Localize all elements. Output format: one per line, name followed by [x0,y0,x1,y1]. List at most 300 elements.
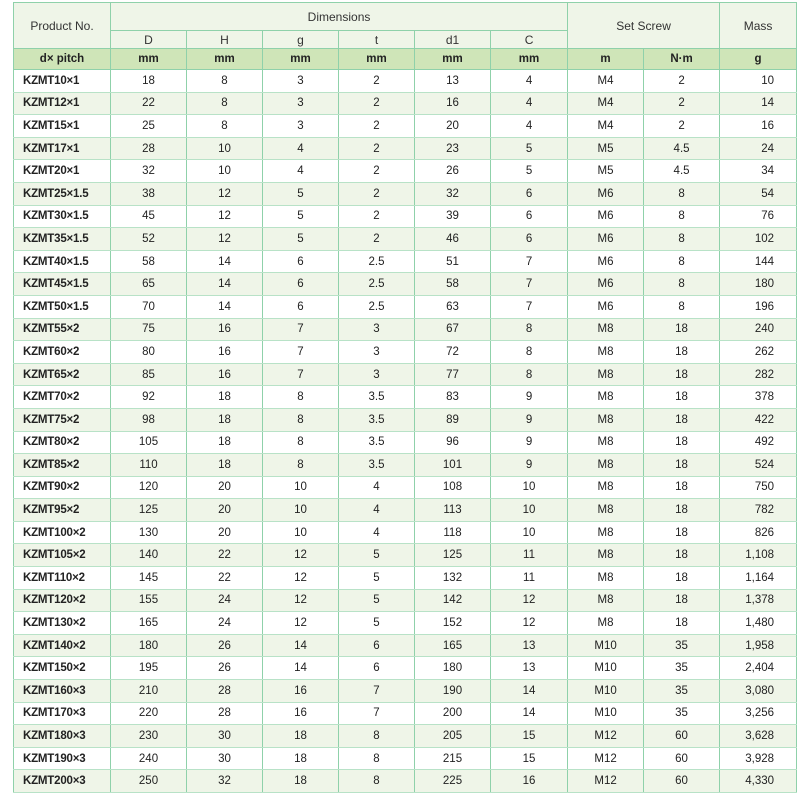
cell-d1: 200 [415,702,491,725]
header-product-no: Product No. [14,3,111,49]
cell-product: KZMT70×2 [14,386,111,409]
cell-mass: 1,378 [720,589,797,612]
cell-torque: 18 [644,567,720,590]
cell-torque: 8 [644,273,720,296]
cell-product: KZMT30×1.5 [14,205,111,228]
cell-H: 10 [187,137,263,160]
cell-product: KZMT12×1 [14,92,111,115]
cell-screw-size: M8 [568,454,644,477]
cell-H: 12 [187,228,263,251]
table-row [14,70,797,93]
cell-C: 11 [491,544,568,567]
cell-mass: 4,330 [720,770,797,793]
cell-screw-size: M4 [568,92,644,115]
table-row [14,318,797,341]
unit-g: mm [263,49,339,70]
cell-H: 28 [187,702,263,725]
cell-D: 98 [111,408,187,431]
cell-D: 180 [111,634,187,657]
cell-screw-size: M6 [568,205,644,228]
cell-H: 14 [187,250,263,273]
cell-t: 3.5 [339,454,415,477]
cell-D: 195 [111,657,187,680]
cell-D: 32 [111,160,187,183]
cell-t: 7 [339,680,415,703]
cell-product: KZMT65×2 [14,363,111,386]
cell-g: 4 [263,160,339,183]
cell-H: 8 [187,115,263,138]
unit-C: mm [491,49,568,70]
cell-D: 58 [111,250,187,273]
cell-mass: 180 [720,273,797,296]
cell-product: KZMT140×2 [14,634,111,657]
cell-H: 16 [187,363,263,386]
cell-screw-size: M6 [568,273,644,296]
table-row [14,363,797,386]
cell-d1: 77 [415,363,491,386]
header-H: H [187,31,263,49]
cell-t: 8 [339,770,415,793]
cell-d1: 51 [415,250,491,273]
cell-g: 5 [263,205,339,228]
cell-g: 14 [263,634,339,657]
cell-C: 9 [491,386,568,409]
cell-t: 2 [339,160,415,183]
cell-torque: 4.5 [644,137,720,160]
table-body [14,70,797,793]
cell-torque: 35 [644,702,720,725]
cell-torque: 18 [644,544,720,567]
table-row [14,408,797,431]
cell-C: 8 [491,363,568,386]
cell-C: 9 [491,408,568,431]
cell-t: 3.5 [339,431,415,454]
cell-g: 10 [263,476,339,499]
cell-product: KZMT25×1.5 [14,182,111,205]
unit-mass: g [720,49,797,70]
cell-H: 20 [187,521,263,544]
cell-D: 85 [111,363,187,386]
cell-product: KZMT90×2 [14,476,111,499]
cell-D: 28 [111,137,187,160]
cell-screw-size: M6 [568,182,644,205]
cell-mass: 262 [720,341,797,364]
cell-product: KZMT75×2 [14,408,111,431]
cell-torque: 35 [644,680,720,703]
cell-d1: 13 [415,70,491,93]
cell-screw-size: M6 [568,228,644,251]
cell-product: KZMT45×1.5 [14,273,111,296]
cell-screw-size: M6 [568,295,644,318]
cell-H: 18 [187,431,263,454]
cell-C: 4 [491,92,568,115]
cell-t: 5 [339,612,415,635]
cell-C: 8 [491,341,568,364]
cell-t: 2.5 [339,250,415,273]
cell-torque: 18 [644,589,720,612]
cell-D: 165 [111,612,187,635]
cell-D: 125 [111,499,187,522]
cell-g: 3 [263,70,339,93]
cell-screw-size: M5 [568,137,644,160]
cell-product: KZMT105×2 [14,544,111,567]
cell-H: 16 [187,318,263,341]
cell-d1: 96 [415,431,491,454]
cell-H: 14 [187,295,263,318]
cell-torque: 60 [644,725,720,748]
cell-d1: 101 [415,454,491,477]
cell-g: 18 [263,725,339,748]
cell-product: KZMT130×2 [14,612,111,635]
cell-mass: 240 [720,318,797,341]
cell-t: 3.5 [339,408,415,431]
cell-screw-size: M12 [568,747,644,770]
cell-H: 8 [187,92,263,115]
cell-d1: 180 [415,657,491,680]
cell-t: 8 [339,725,415,748]
cell-D: 52 [111,228,187,251]
table-row [14,521,797,544]
cell-t: 2 [339,137,415,160]
cell-C: 9 [491,431,568,454]
cell-D: 110 [111,454,187,477]
cell-D: 230 [111,725,187,748]
cell-C: 13 [491,634,568,657]
header-C: C [491,31,568,49]
cell-C: 16 [491,770,568,793]
cell-H: 18 [187,408,263,431]
cell-H: 28 [187,680,263,703]
cell-screw-size: M5 [568,160,644,183]
cell-t: 3 [339,318,415,341]
cell-D: 240 [111,747,187,770]
cell-g: 12 [263,544,339,567]
cell-D: 80 [111,341,187,364]
cell-C: 9 [491,454,568,477]
cell-g: 10 [263,521,339,544]
header-g: g [263,31,339,49]
cell-t: 2 [339,205,415,228]
cell-g: 8 [263,408,339,431]
cell-d1: 23 [415,137,491,160]
cell-screw-size: M8 [568,499,644,522]
table-row [14,182,797,205]
cell-D: 45 [111,205,187,228]
table-row [14,160,797,183]
cell-C: 13 [491,657,568,680]
cell-d1: 132 [415,567,491,590]
cell-d1: 39 [415,205,491,228]
cell-d1: 72 [415,341,491,364]
unit-D: mm [111,49,187,70]
cell-product: KZMT160×3 [14,680,111,703]
cell-torque: 60 [644,747,720,770]
cell-torque: 8 [644,250,720,273]
header-set-screw: Set Screw [568,3,720,49]
cell-product: KZMT10×1 [14,70,111,93]
cell-torque: 18 [644,521,720,544]
cell-C: 5 [491,137,568,160]
table-row [14,770,797,793]
cell-d1: 58 [415,273,491,296]
cell-mass: 282 [720,363,797,386]
cell-g: 7 [263,363,339,386]
cell-g: 3 [263,92,339,115]
table-row [14,657,797,680]
table-row [14,612,797,635]
unit-d1: mm [415,49,491,70]
cell-d1: 67 [415,318,491,341]
cell-H: 16 [187,341,263,364]
cell-t: 3 [339,341,415,364]
cell-screw-size: M10 [568,702,644,725]
cell-d1: 46 [415,228,491,251]
unit-screw-size: m [568,49,644,70]
cell-D: 25 [111,115,187,138]
cell-mass: 524 [720,454,797,477]
cell-product: KZMT190×3 [14,747,111,770]
cell-D: 22 [111,92,187,115]
cell-mass: 782 [720,499,797,522]
cell-t: 5 [339,544,415,567]
cell-mass: 1,958 [720,634,797,657]
cell-d1: 142 [415,589,491,612]
cell-C: 11 [491,567,568,590]
cell-g: 8 [263,431,339,454]
cell-screw-size: M8 [568,363,644,386]
table-row [14,634,797,657]
cell-mass: 422 [720,408,797,431]
cell-g: 3 [263,115,339,138]
cell-d1: 190 [415,680,491,703]
cell-g: 5 [263,182,339,205]
cell-D: 18 [111,70,187,93]
cell-C: 6 [491,182,568,205]
cell-C: 7 [491,295,568,318]
cell-torque: 18 [644,318,720,341]
table-row [14,702,797,725]
cell-mass: 34 [720,160,797,183]
cell-product: KZMT110×2 [14,567,111,590]
cell-torque: 8 [644,228,720,251]
cell-H: 20 [187,476,263,499]
spec-table [13,2,797,793]
cell-t: 2 [339,228,415,251]
cell-mass: 3,080 [720,680,797,703]
cell-t: 6 [339,657,415,680]
cell-screw-size: M4 [568,115,644,138]
cell-d1: 225 [415,770,491,793]
cell-t: 4 [339,521,415,544]
cell-d1: 16 [415,92,491,115]
cell-screw-size: M8 [568,589,644,612]
cell-screw-size: M8 [568,431,644,454]
cell-mass: 54 [720,182,797,205]
table-row [14,228,797,251]
cell-torque: 2 [644,92,720,115]
cell-D: 120 [111,476,187,499]
cell-mass: 24 [720,137,797,160]
cell-t: 2 [339,115,415,138]
cell-t: 2 [339,70,415,93]
cell-torque: 18 [644,476,720,499]
table-row [14,250,797,273]
cell-t: 5 [339,567,415,590]
cell-mass: 1,480 [720,612,797,635]
cell-H: 10 [187,160,263,183]
cell-screw-size: M12 [568,725,644,748]
cell-t: 2.5 [339,273,415,296]
cell-product: KZMT60×2 [14,341,111,364]
cell-torque: 18 [644,341,720,364]
cell-d1: 63 [415,295,491,318]
cell-mass: 196 [720,295,797,318]
cell-D: 220 [111,702,187,725]
cell-g: 16 [263,680,339,703]
cell-torque: 8 [644,205,720,228]
cell-C: 14 [491,702,568,725]
cell-screw-size: M8 [568,544,644,567]
cell-g: 12 [263,567,339,590]
cell-product: KZMT40×1.5 [14,250,111,273]
cell-d1: 205 [415,725,491,748]
cell-t: 5 [339,589,415,612]
cell-screw-size: M4 [568,70,644,93]
header-D: D [111,31,187,49]
table-row [14,680,797,703]
cell-g: 8 [263,386,339,409]
cell-torque: 18 [644,386,720,409]
cell-mass: 3,928 [720,747,797,770]
cell-H: 26 [187,657,263,680]
cell-product: KZMT200×3 [14,770,111,793]
cell-mass: 826 [720,521,797,544]
unit-product: d× pitch [14,49,111,70]
table-row [14,725,797,748]
cell-C: 7 [491,273,568,296]
cell-product: KZMT55×2 [14,318,111,341]
cell-C: 6 [491,228,568,251]
cell-product: KZMT17×1 [14,137,111,160]
cell-torque: 18 [644,363,720,386]
cell-torque: 18 [644,454,720,477]
cell-H: 24 [187,612,263,635]
cell-d1: 89 [415,408,491,431]
cell-torque: 18 [644,612,720,635]
cell-screw-size: M8 [568,386,644,409]
cell-C: 12 [491,612,568,635]
cell-screw-size: M12 [568,770,644,793]
cell-product: KZMT15×1 [14,115,111,138]
cell-g: 12 [263,589,339,612]
cell-torque: 35 [644,634,720,657]
cell-g: 6 [263,273,339,296]
cell-g: 8 [263,454,339,477]
cell-mass: 10 [720,70,797,93]
table-row [14,454,797,477]
cell-product: KZMT150×2 [14,657,111,680]
cell-screw-size: M10 [568,657,644,680]
cell-D: 65 [111,273,187,296]
cell-t: 3 [339,363,415,386]
cell-C: 15 [491,725,568,748]
table-row [14,747,797,770]
cell-screw-size: M8 [568,341,644,364]
cell-product: KZMT170×3 [14,702,111,725]
cell-D: 155 [111,589,187,612]
cell-t: 3.5 [339,386,415,409]
table-row [14,137,797,160]
cell-product: KZMT100×2 [14,521,111,544]
cell-C: 8 [491,318,568,341]
cell-product: KZMT50×1.5 [14,295,111,318]
cell-t: 7 [339,702,415,725]
cell-g: 5 [263,228,339,251]
cell-d1: 108 [415,476,491,499]
table-row [14,476,797,499]
cell-mass: 3,628 [720,725,797,748]
cell-mass: 492 [720,431,797,454]
cell-mass: 144 [720,250,797,273]
cell-C: 5 [491,160,568,183]
cell-torque: 35 [644,657,720,680]
table-row [14,544,797,567]
cell-C: 14 [491,680,568,703]
cell-g: 18 [263,747,339,770]
cell-screw-size: M10 [568,634,644,657]
cell-screw-size: M8 [568,521,644,544]
table-row [14,431,797,454]
cell-g: 7 [263,318,339,341]
cell-H: 12 [187,205,263,228]
cell-H: 22 [187,544,263,567]
cell-g: 6 [263,250,339,273]
header-mass: Mass [720,3,797,49]
cell-C: 10 [491,476,568,499]
cell-H: 14 [187,273,263,296]
cell-screw-size: M8 [568,408,644,431]
cell-H: 32 [187,770,263,793]
cell-t: 2 [339,182,415,205]
cell-C: 6 [491,205,568,228]
cell-H: 18 [187,386,263,409]
cell-torque: 2 [644,115,720,138]
cell-mass: 2,404 [720,657,797,680]
cell-mass: 76 [720,205,797,228]
cell-t: 8 [339,747,415,770]
cell-torque: 2 [644,70,720,93]
cell-torque: 8 [644,295,720,318]
cell-D: 92 [111,386,187,409]
table-row [14,205,797,228]
cell-mass: 750 [720,476,797,499]
table-row [14,92,797,115]
units-row [14,49,797,70]
cell-screw-size: M8 [568,476,644,499]
cell-t: 2.5 [339,295,415,318]
table-row [14,341,797,364]
table-row [14,386,797,409]
cell-C: 15 [491,747,568,770]
cell-C: 12 [491,589,568,612]
cell-C: 7 [491,250,568,273]
cell-torque: 60 [644,770,720,793]
cell-screw-size: M8 [568,612,644,635]
cell-product: KZMT95×2 [14,499,111,522]
cell-t: 6 [339,634,415,657]
cell-mass: 3,256 [720,702,797,725]
cell-g: 6 [263,295,339,318]
